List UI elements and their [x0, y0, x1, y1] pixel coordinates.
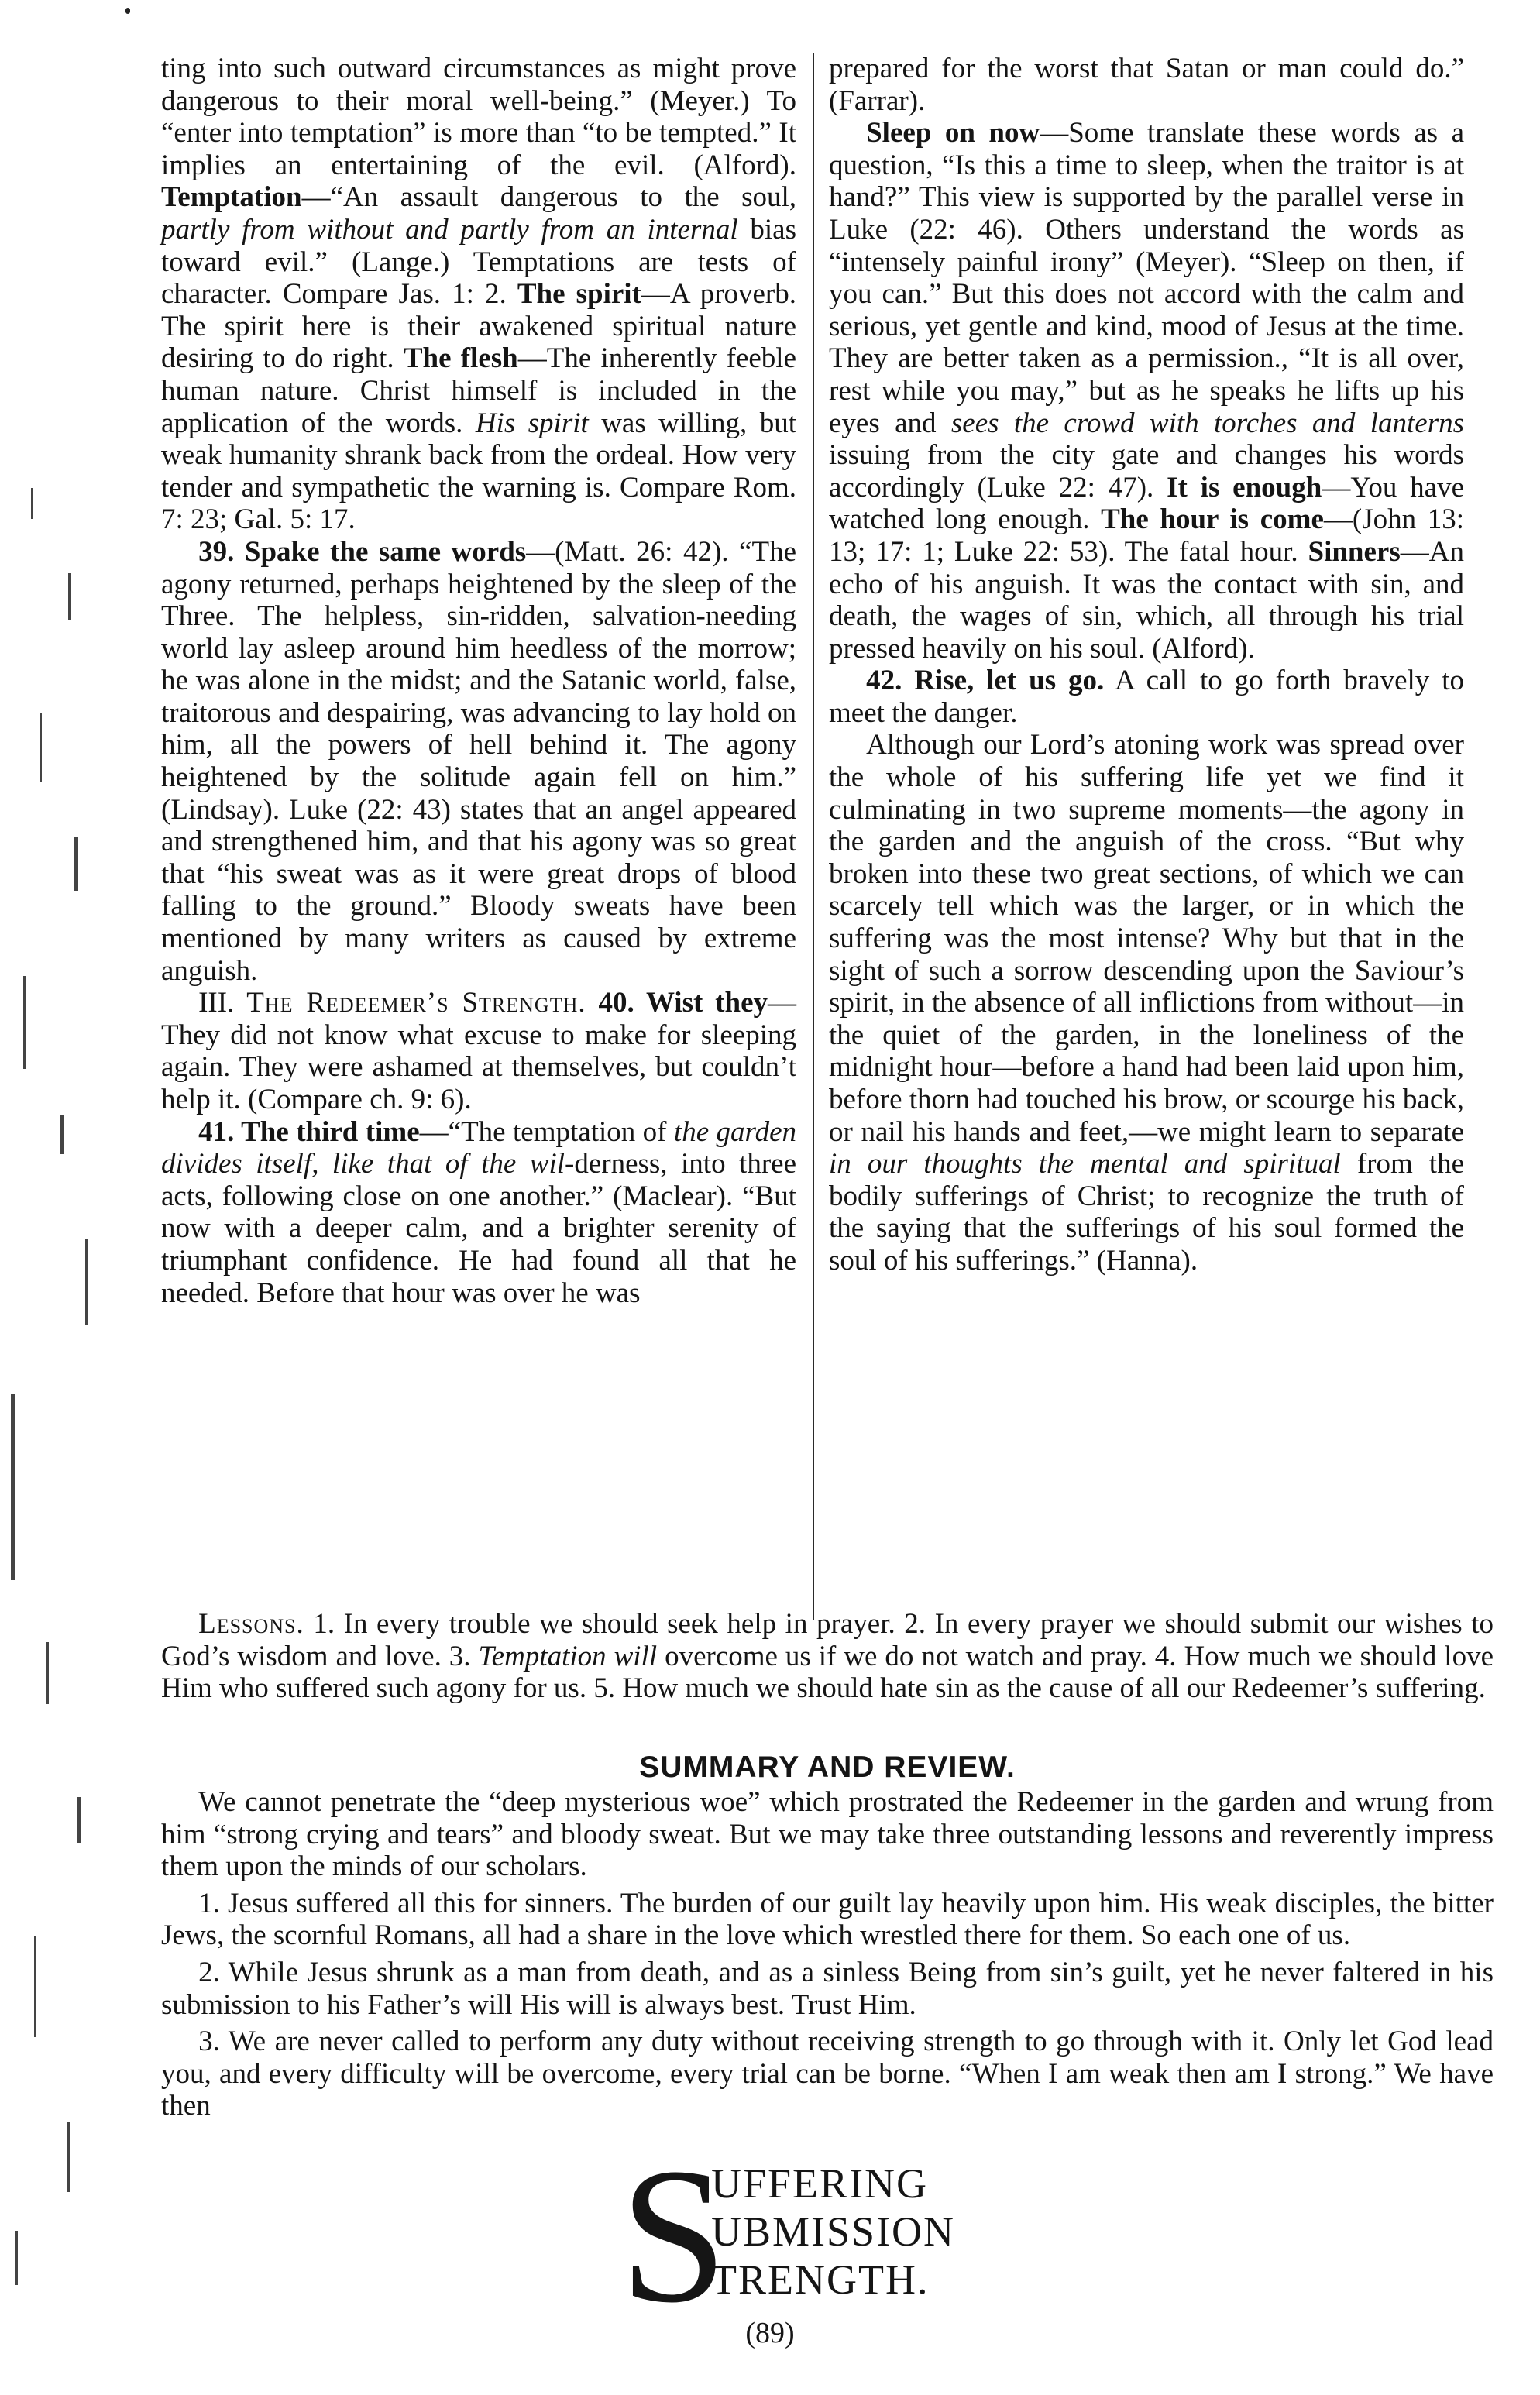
right-col-run: —You have watched long enough.: [829, 471, 1465, 536]
summary-title: SUMMARY AND REVIEW.: [639, 1751, 1016, 1784]
summary-paragraph: 1. Jesus suffered all this for sinners. The burden of our guilt lay heavily upon him. His weak disciples, the bitter Jews, the scornful Romans, all had a share in the love which wrestled there for them. So each one of us.: [161, 1887, 1494, 1952]
left-col-run: the garden divides itself, like that of the wil-: [161, 1115, 796, 1180]
left-col-run: —The inherently feeble human nature. Christ himself is included in the application of the words.: [161, 342, 796, 439]
left-column: [161, 53, 796, 1309]
left-col-run: —“An assault dangerous to the soul,: [301, 181, 796, 214]
left-col-run: The Redeemer’s Strength.: [246, 987, 586, 1019]
left-col-run: derness, into three acts, following close on one another.” (Maclear). “But now with a deeper calm, and a brighter serenity of triumphant confidence. He had found all that he needed. Before that hour was over he was: [161, 1148, 796, 1309]
left-col-run: bias toward evil.” (Lange.) Temptations are tests of character. Compare Jas. 1: 2.: [161, 213, 796, 311]
right-col-run: in our thoughts the mental and spiritual: [829, 1148, 1341, 1180]
left-col-run: [586, 987, 599, 1019]
right-col-paragraph: [829, 53, 1464, 117]
left-col-run: partly from without and partly from an internal: [161, 213, 738, 246]
summary-paragraph: 3. We are never called to perform any duty without receiving strength to go through with it. Only let God lead you, and every difficulty will be overcome, every trial can be borne. “When I am weak then am I strong.” We have then: [161, 2026, 1494, 2122]
left-col-run: Temptation: [161, 181, 302, 214]
right-col-run: sees the crowd with torches and lanterns: [950, 407, 1464, 439]
logo-line-strength: TRENGTH.: [711, 2256, 930, 2303]
right-col-paragraph: [829, 665, 1464, 729]
lessons-run: overcome us if we do not watch and pray. 4. How much we should love Him who suffered such agony for us. 5. How much we should hate sin as the cause of all our Redeemer’s suffering.: [161, 1640, 1494, 1705]
logo-line-submission: UBMISSION: [711, 2208, 956, 2255]
summary-paragraph: 2. While Jesus shrunk as a man from death, and as a sinless Being from sin’s guilt, yet he never faltered in his submission to his Father’s will His will is always best. Trust Him.: [161, 1956, 1494, 2021]
logo-line-suffering: UFFERING: [711, 2160, 929, 2207]
left-col-run: 41. The third time: [198, 1115, 420, 1148]
two-column-body: [161, 53, 1494, 1620]
right-col-run: It is enough: [1167, 471, 1322, 503]
right-col-run: —Some translate these words as a question, “Is this a time to sleep, when the traitor is at hand?” This view is supported by the parallel verse in Luke (22: 46). Others understand the words as “intensely painful irony” (Meyer). “Sleep on then, if you can.” But this does not accord with the calm and serious, yet gentle and kind, mood of Jesus at the time. They are better taken as a permission., “It is all over, rest while you may,” but as he speaks he lifts up his eyes and: [829, 117, 1464, 439]
left-col-run: —(Matt. 26: 42). “The agony returned, perhaps heightened by the sleep of the Three. The helpless, sin-ridden, salvation-needing world lay asleep around him heedless of the morrow; he was alone in the midst; and the Satanic world, false, traitorous and despairing, was advancing to lay hold on him, all the powers of hell behind it. The agony heightened by the solitude again fell on him.” (Lindsay). Luke (22: 43) states that an angel appeared and strengthened him, and that his agony was so great that “his sweat was as it were great drops of blood falling to the ground.” Bloody sweats have been mentioned by many writers as caused by extreme anguish.: [161, 535, 796, 987]
left-col-run: was willing, but weak humanity shrank back from the ordeal. How very tender and sympathetic the warning is. Compare Rom. 7: 23; Gal. 5: 17.: [161, 407, 796, 536]
left-col-run: The spirit: [517, 278, 641, 311]
left-col-run: —They did not know what excuse to make for sleeping again. They were ashamed at themselves, but couldn’t help it. (Compare ch. 9: 6).: [161, 987, 797, 1115]
right-col-run: issuing from the city gate and changes his words accordingly (Luke 22: 47).: [829, 439, 1464, 503]
right-col-run: prepared for the worst that Satan or man could do.” (Farrar).: [829, 53, 1464, 117]
lessons-run: Temptation will: [478, 1640, 658, 1672]
right-col-run: Sinners: [1308, 535, 1401, 568]
right-col-run: from the bodily sufferings of Christ; to recognize the truth of the saying that the sufferings of his soul formed the soul of his sufferings.” (Hanna).: [829, 1148, 1464, 1277]
right-col-run: Although our Lord’s atoning work was spread over the whole of his suffering life yet we find it culminating in two supreme moments—the agony in the garden and the anguish of the cross. “But why broken into these two great sections, of which we can scarcely tell which was the larger, or in which the suffering was the most intense? Why but that in the sight of such a sorrow descending upon the Saviour’s spirit, in the absence of all inflictions from without—in the quiet of the garden, in the loneliness of the midnight hour—before a hand had been laid upon him, before thorn had touched his brow, or scourge his back, or nail his hands and feet,—we might learn to separate: [829, 729, 1464, 1148]
right-col-run: —An echo of his anguish. It was the contact with sin, and death, the wages of sin, which, all through his trial pressed heavily on his soul. (Alford).: [829, 535, 1464, 665]
right-col-paragraph: [829, 117, 1464, 665]
left-col-run: III.: [198, 987, 247, 1019]
summary-paragraph: We cannot penetrate the “deep mysterious woe” which prostrated the Redeemer in the garden and wrung from him “strong crying and tears” and bloody sweat. But we may take three outstanding lessons and reverently impress them upon the minds of our scholars.: [161, 1786, 1494, 1883]
left-col-run: 40. Wist they: [598, 987, 768, 1019]
scan-edge-noise: [0, 480, 101, 2324]
right-col-paragraph: [829, 729, 1464, 1277]
left-col-paragraph: [161, 536, 796, 987]
left-col-paragraph: [161, 1116, 796, 1310]
lessons-run: 1. In every trouble we should seek help in prayer. 2. In every prayer we should submit our wishes to God’s wisdom and love. 3.: [161, 1608, 1494, 1672]
left-col-run: His spirit: [475, 407, 589, 439]
left-col-run: The flesh: [403, 342, 518, 375]
lessons-run: Lessons.: [198, 1608, 304, 1640]
page-number: (89): [745, 2317, 795, 2349]
right-col-run: The hour is come: [1101, 503, 1324, 536]
left-col-run: ting into such outward circumstances as might prove dangerous to their moral well-being.” (Meyer.) To “enter into temptation” is more than “to be tempted.” It implies an entertaining of the evil. (Alford).: [161, 53, 796, 181]
right-col-run: Sleep on now: [866, 117, 1040, 149]
left-col-run: 39. Spake the same words: [198, 535, 527, 568]
left-col-paragraph: [161, 987, 796, 1115]
left-col-run: —A proverb. The spirit here is their awakened spiritual nature desiring to do right.: [161, 278, 796, 375]
logo-initial-s: S: [620, 2129, 728, 2343]
right-col-run: —(John 13: 13; 17: 1; Luke 22: 53). The fatal hour.: [829, 503, 1464, 568]
right-col-run: A call to go forth bravely to meet the danger.: [829, 665, 1464, 729]
scan-speck: [125, 8, 130, 14]
left-col-paragraph: [161, 53, 796, 536]
lessons-paragraph: [161, 1608, 1494, 1705]
left-col-run: —“The temptation of: [419, 1115, 674, 1148]
summary-body: [161, 1786, 1494, 2127]
right-col-run: 42. Rise, let us go.: [866, 665, 1105, 697]
right-column: [829, 53, 1464, 1277]
column-divider: [813, 53, 814, 1620]
